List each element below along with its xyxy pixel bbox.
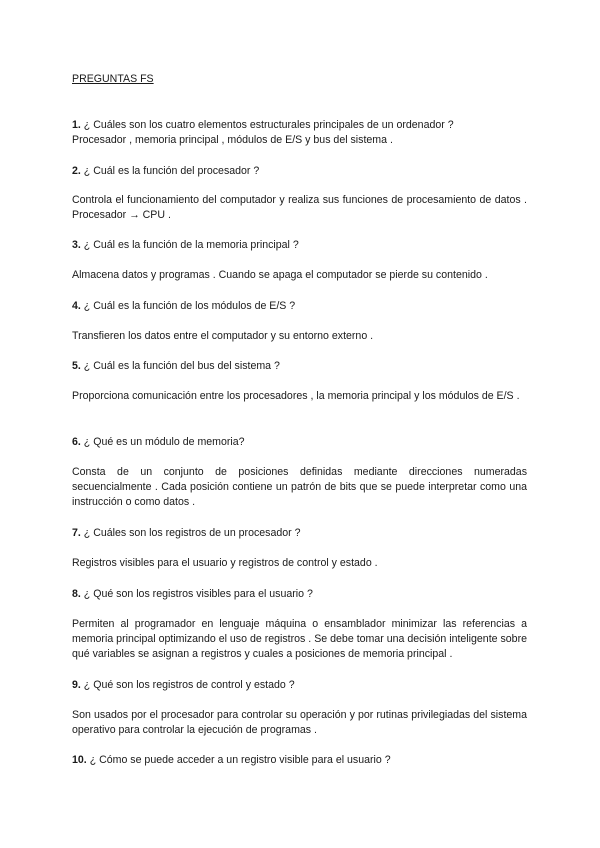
answer-5: Proporciona comunicación entre los procesadores , la memoria principal y los módulos de E/S . [72, 390, 520, 402]
question-9 [72, 678, 527, 693]
question-text: ¿ Qué son los registros visibles para el usuario ? [83, 588, 313, 600]
question-3 [72, 238, 527, 253]
question-text: ¿ Cuál es la función de la memoria principal ? [83, 239, 299, 251]
question-number: 7. [72, 527, 81, 539]
question-7 [72, 526, 527, 541]
answer-1: Procesador , memoria principal , módulos de E/S y bus del sistema . [72, 134, 393, 146]
question-text: ¿ Cuáles son los registros de un procesador ? [83, 527, 301, 539]
question-number: 9. [72, 679, 81, 691]
answer-7: Registros visibles para el usuario y registros de control y estado . [72, 557, 378, 569]
question-text: ¿ Cuáles son los cuatro elementos estructurales principales de un ordenador ? [83, 119, 454, 131]
question-text: ¿ Qué es un módulo de memoria? [83, 436, 245, 448]
answer-3: Almacena datos y programas . Cuando se apaga el computador se pierde su contenido . [72, 269, 488, 281]
question-number: 8. [72, 588, 81, 600]
answer-9: Son usados por el procesador para controlar su operación y por rutinas privilegiadas del sistema operativo para controlar la ejecución de programas . [72, 709, 527, 736]
question-number: 1. [72, 119, 81, 131]
question-text: ¿ Qué son los registros de control y estado ? [83, 679, 295, 691]
question-number: 2. [72, 165, 81, 177]
question-6 [72, 435, 527, 450]
question-1 [72, 118, 527, 133]
answer-2: Controla el funcionamiento del computador y realiza sus funciones de procesamiento de datos . Procesador → CPU . [72, 194, 527, 221]
question-8 [72, 587, 527, 602]
answer-4: Transfieren los datos entre el computador y su entorno externo . [72, 330, 374, 342]
question-5 [72, 359, 527, 374]
answer-6: Consta de un conjunto de posiciones definidas mediante direcciones numeradas secuencialmente . Cada posición contiene un patrón de bits que se puede interpretar como una instrucción o como datos . [72, 466, 527, 508]
question-2 [72, 164, 527, 179]
question-number: 4. [72, 300, 81, 312]
question-number: 5. [72, 360, 81, 372]
question-text: ¿ Cuál es la función del procesador ? [83, 165, 260, 177]
question-number: 3. [72, 239, 81, 251]
question-10 [72, 753, 527, 768]
question-text: ¿ Cuál es la función de los módulos de E/S ? [83, 300, 296, 312]
question-number: 6. [72, 436, 81, 448]
question-text: ¿ Cómo se puede acceder a un registro visible para el usuario ? [89, 754, 391, 766]
answer-8: Permiten al programador en lenguaje máquina o ensamblador minimizar las referencias a memoria principal optimizando el uso de registros . Se debe tomar una decisión inteligente sobre qué variables se asignan a registros y cuales a posiciones de memoria principal . [72, 618, 527, 660]
question-number: 10. [72, 754, 87, 766]
question-4 [72, 299, 527, 314]
document-title: PREGUNTAS FS [72, 73, 154, 85]
question-text: ¿ Cuál es la función del bus del sistema ? [83, 360, 280, 372]
